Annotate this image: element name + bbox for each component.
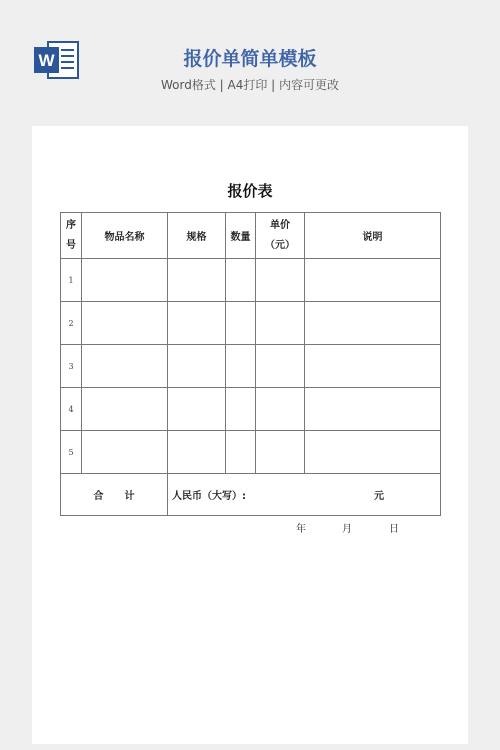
header-notes: 说明 [305,213,441,259]
cell-spec [168,259,226,302]
row-number: 5 [61,431,82,474]
row-number: 4 [61,388,82,431]
header-index-line2: 号 [66,239,76,251]
cell-spec [168,302,226,345]
cell-notes [305,431,441,474]
cell-item-name [82,388,168,431]
cell-unit-price [256,345,305,388]
cell-quantity [226,388,256,431]
table-row [61,345,441,388]
cell-unit-price [256,431,305,474]
header-quantity: 数量 [226,213,256,259]
cell-unit-price [256,259,305,302]
page-header [0,0,500,120]
date-year: 年 [296,524,306,535]
table-header-row [61,213,441,259]
cell-quantity [226,345,256,388]
date-month: 月 [342,524,352,535]
cell-spec [168,345,226,388]
document-page [32,126,468,744]
header-unit-price-line1: 单价 [270,219,290,231]
header-spec: 规格 [168,213,226,259]
row-number: 2 [61,302,82,345]
header-item-name: 物品名称 [82,213,168,259]
cell-item-name [82,302,168,345]
date-day: 日 [389,524,399,535]
table-row [61,302,441,345]
cell-notes [305,388,441,431]
cell-quantity [226,431,256,474]
total-label-b: 计 [124,491,135,502]
rmb-uppercase-label: 人民币（大写）: [172,491,246,502]
cell-notes [305,259,441,302]
cell-notes [305,302,441,345]
table-row [61,259,441,302]
template-title: 报价单简单模板 [183,48,317,70]
yuan-label: 元 [374,491,384,502]
row-number: 1 [61,259,82,302]
template-subtitle: Word格式 | A4打印 | 内容可更改 [160,78,340,92]
cell-unit-price [256,388,305,431]
cell-unit-price [256,302,305,345]
header-index-line1: 序 [66,219,76,231]
cell-quantity [226,302,256,345]
table-row [61,388,441,431]
row-number: 3 [61,345,82,388]
cell-item-name [82,431,168,474]
header-unit-price-line2: （元） [265,239,295,251]
quote-table-title: 报价表 [227,182,273,200]
cell-item-name [82,259,168,302]
cell-spec [168,388,226,431]
cell-spec [168,431,226,474]
table-row [61,431,441,474]
quote-table [60,212,441,516]
total-rmb-cell [168,474,441,516]
total-label-a: 合 [93,491,104,502]
total-row [61,474,441,516]
total-label [61,474,168,516]
cell-notes [305,345,441,388]
header-unit-price [256,213,305,259]
cell-quantity [226,259,256,302]
header-index [61,213,82,259]
word-logo-letter: W [38,51,55,70]
cell-item-name [82,345,168,388]
